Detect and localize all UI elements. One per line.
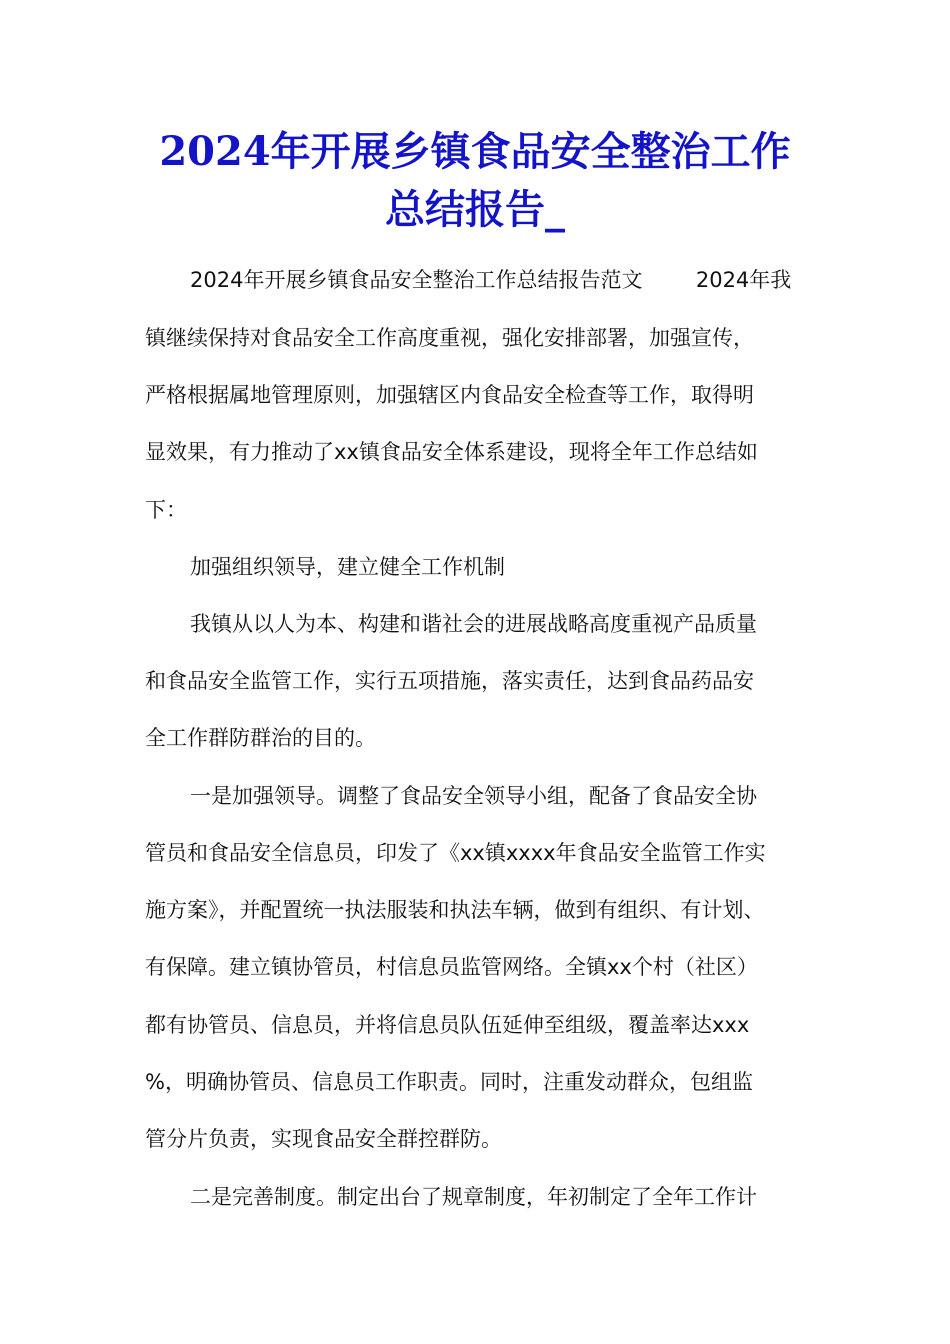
body-line: %，明确协管员、信息员工作职责。同时，注重发动群众，包组监 bbox=[145, 1070, 753, 1094]
section-heading: 加强组织领导，建立健全工作机制 bbox=[190, 555, 505, 579]
body-line: 下： bbox=[145, 498, 187, 522]
body-line: 显效果，有力推动了xx镇食品安全体系建设，现将全年工作总结如 bbox=[145, 440, 758, 464]
body-line: 二是完善制度。制定出台了规章制度，年初制定了全年工作计 bbox=[190, 1185, 757, 1209]
body-line: 都有协管员、信息员，并将信息员队伍延伸至组级，覆盖率达xxx bbox=[145, 1013, 750, 1037]
body-line: 有保障。建立镇协管员，村信息员监管网络。全镇xx个村（社区） bbox=[145, 955, 758, 979]
body-line: 和食品安全监管工作，实行五项措施，落实责任，达到食品药品安 bbox=[145, 669, 754, 693]
body-line: 管分片负责，实现食品安全群控群防。 bbox=[145, 1127, 502, 1151]
body-line: 严格根据属地管理原则，加强辖区内食品安全检查等工作，取得明 bbox=[145, 383, 754, 407]
body-line: 全工作群防群治的目的。 bbox=[145, 726, 376, 750]
body-line: 一是加强领导。调整了食品安全领导小组，配备了食品安全协 bbox=[190, 784, 757, 808]
body-line: 管员和食品安全信息员，印发了《xx镇xxxx年食品安全监管工作实 bbox=[145, 841, 766, 865]
document-title-line-1: 2024年开展乡镇食品安全整治工作 bbox=[159, 128, 791, 175]
body-line: 2024年开展乡镇食品安全整治工作总结报告范文 2024年我 bbox=[190, 268, 792, 292]
body-line: 镇继续保持对食品安全工作高度重视，强化安排部署，加强宣传， bbox=[145, 326, 754, 350]
body-line: 我镇从以人为本、构建和谐社会的进展战略高度重视产品质量 bbox=[190, 612, 757, 636]
document-title-line-2: 总结报告_ bbox=[385, 186, 565, 233]
body-line: 施方案》，并配置统一执法服装和执法车辆，做到有组织、有计划、 bbox=[145, 898, 765, 922]
